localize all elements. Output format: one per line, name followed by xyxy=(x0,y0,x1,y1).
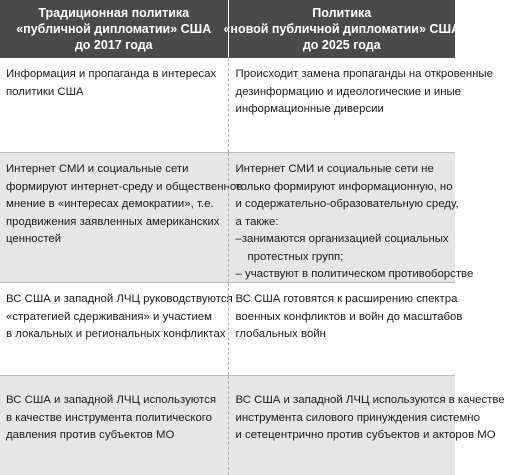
header-right-line: «новой публичной дипломатии» США xyxy=(223,22,461,36)
table-row xyxy=(0,58,493,152)
cell-new xyxy=(228,153,474,282)
header-left-line: Традиционная политика xyxy=(38,6,190,20)
cell-line: военных конфликтов и войн до масштабов xyxy=(235,310,463,323)
cell-traditional xyxy=(0,153,243,282)
cell-line: «стратегией сдерживания» и участием xyxy=(6,310,212,323)
header-left-line: до 2017 года xyxy=(74,38,153,52)
cell-line: –занимаются организацией социальных xyxy=(235,233,449,245)
cell-line: формируют интернет-среду и общественное xyxy=(6,180,243,193)
cell-line: в качестве инструмента политического xyxy=(6,411,213,424)
cell-line: Информация и пропаганда в интересах xyxy=(6,68,217,80)
cell-line: – участвуют в политическом противоборстве xyxy=(235,268,474,280)
cell-line: а также: xyxy=(235,215,279,228)
cell-line: и сетецентрично против субъектов и акторов МО xyxy=(235,429,496,441)
cell-line: инструмента силового принуждения системно xyxy=(235,411,480,424)
cell-traditional xyxy=(0,376,228,475)
header-left-line: «публичной дипломатии» США xyxy=(16,22,212,36)
cell-line: информационные диверсии xyxy=(235,103,384,115)
table-header xyxy=(0,0,461,58)
cell-line: Интернет СМИ и социальные сети не xyxy=(235,163,434,175)
cell-line: ВС США и западной ЛЧЦ используются в качестве xyxy=(235,394,505,406)
cell-line: в локальных и региональных конфликтах xyxy=(6,328,226,340)
cell-line: только формируют информационную, но xyxy=(235,180,453,193)
header-right-line: до 2025 года xyxy=(302,38,381,52)
cell-line: дезинформацию и идеологические и иные xyxy=(235,85,462,98)
table-row xyxy=(0,152,474,282)
cell-line: мнение в «интересах демократии», т.е. xyxy=(6,198,214,210)
cell-line: давления против субъектов МО xyxy=(6,429,175,441)
cell-line: глобальных войн xyxy=(235,328,326,340)
cell-new xyxy=(228,283,463,375)
cell-line: и содержательно-образовательную среду, xyxy=(235,198,459,210)
table-row xyxy=(0,282,463,375)
cell-line: продвижения заявленных американских xyxy=(6,215,220,228)
cell-line: ВС США готовятся к расширению спектра xyxy=(235,293,458,305)
cell-new xyxy=(228,376,505,475)
table-row xyxy=(0,375,505,475)
cell-traditional xyxy=(0,58,228,152)
cell-line: Происходит замена пропаганды на откровенные xyxy=(235,68,493,80)
cell-line: ВС США и западной ЛЧЦ используются xyxy=(6,394,217,406)
cell-traditional xyxy=(0,283,233,375)
cell-line: ценностей xyxy=(6,233,62,245)
cell-new xyxy=(228,58,493,152)
header-traditional-policy xyxy=(0,0,228,58)
header-right-line: Политика xyxy=(312,6,372,20)
cell-line: ВС США и западной ЛЧЦ руководствуются xyxy=(6,293,233,305)
cell-line: политики США xyxy=(6,85,84,98)
cell-line: Интернет СМИ и социальные сети xyxy=(6,163,189,175)
cell-line: протестных групп; xyxy=(247,250,344,263)
header-new-policy xyxy=(223,0,461,58)
